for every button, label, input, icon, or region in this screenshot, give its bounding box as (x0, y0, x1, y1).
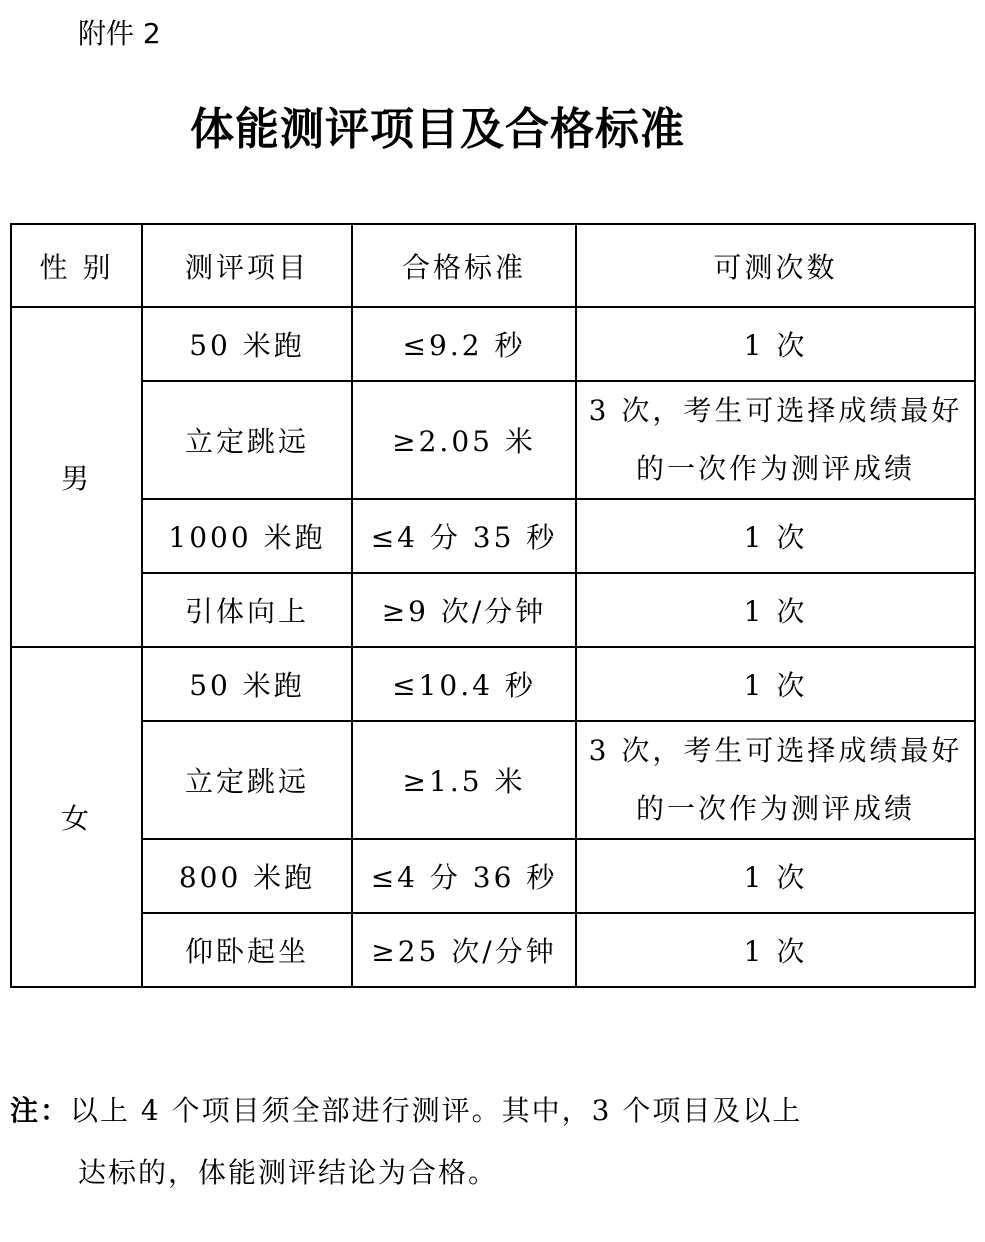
table-row (11, 721, 975, 839)
standard-cell: ≤10.4 秒 (352, 647, 576, 721)
item-cell: 800 米跑 (142, 839, 352, 913)
attempts-cell: 3 次，考生可选择成绩最好的一次作为测评成绩 (576, 381, 975, 499)
item-cell: 仰卧起坐 (142, 913, 352, 987)
standard-cell: ≥25 次/分钟 (352, 913, 576, 987)
attempts-cell: 1 次 (576, 647, 975, 721)
table-row (11, 839, 975, 913)
standard-cell: ≤4 分 36 秒 (352, 839, 576, 913)
attempts-cell: 1 次 (576, 913, 975, 987)
header-standard: 合格标准 (352, 224, 576, 307)
item-cell: 50 米跑 (142, 307, 352, 381)
standard-cell: ≥2.05 米 (352, 381, 576, 499)
item-cell: 1000 米跑 (142, 499, 352, 573)
standard-cell: ≤4 分 35 秒 (352, 499, 576, 573)
attempts-cell: 1 次 (576, 573, 975, 647)
standard-cell: ≥9 次/分钟 (352, 573, 576, 647)
table-header-row (11, 224, 975, 307)
standards-table (10, 223, 976, 988)
header-attempts: 可测次数 (576, 224, 975, 307)
attempts-cell: 1 次 (576, 839, 975, 913)
standard-cell: ≥1.5 米 (352, 721, 576, 839)
table-row (11, 381, 975, 499)
table-row (11, 307, 975, 381)
standard-cell: ≤9.2 秒 (352, 307, 576, 381)
item-cell: 立定跳远 (142, 721, 352, 839)
header-item: 测评项目 (142, 224, 352, 307)
item-cell: 立定跳远 (142, 381, 352, 499)
table-row (11, 913, 975, 987)
footnote-line-1: 以上 4 个项目须全部进行测评。其中，3 个项目及以上 (70, 1094, 803, 1127)
attachment-label: 附件 2 (78, 17, 161, 50)
attempts-cell: 3 次，考生可选择成绩最好的一次作为测评成绩 (576, 721, 975, 839)
footnote (10, 1080, 950, 1204)
item-cell: 引体向上 (142, 573, 352, 647)
gender-cell-female: 女 (11, 647, 142, 987)
footnote-line-2: 达标的，体能测评结论为合格。 (78, 1156, 499, 1189)
attempts-cell: 1 次 (576, 307, 975, 381)
header-gender: 性 别 (11, 224, 142, 307)
gender-cell-male: 男 (11, 307, 142, 647)
table-row (11, 499, 975, 573)
document-title: 体能测评项目及合格标准 (190, 104, 685, 155)
item-cell: 50 米跑 (142, 647, 352, 721)
attempts-cell: 1 次 (576, 499, 975, 573)
table-row (11, 573, 975, 647)
footnote-label: 注： (10, 1094, 71, 1127)
table-row (11, 647, 975, 721)
